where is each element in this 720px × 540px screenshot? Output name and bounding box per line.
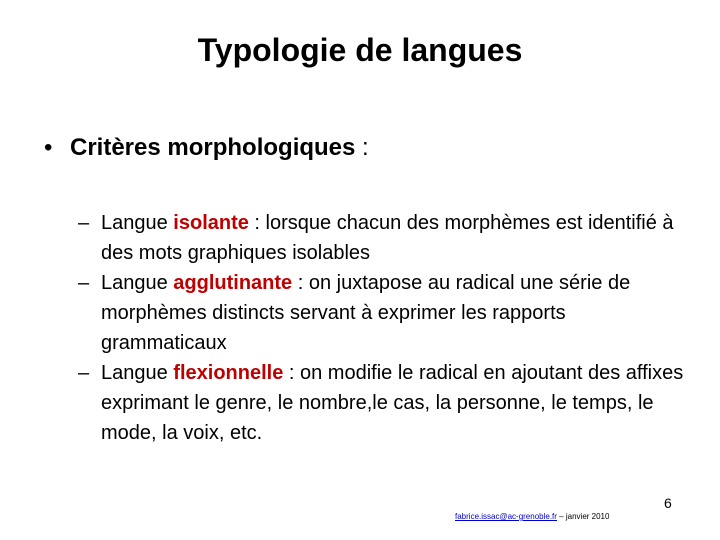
term-isolante: isolante <box>173 212 249 234</box>
footer <box>455 512 609 522</box>
main-bullet <box>44 130 684 166</box>
item-text: : on juxtapose au radical une série de morphèmes distincts servant à exprimer les rapports grammaticaux <box>101 272 631 354</box>
item-text: : on modifie le radical en ajoutant des affixes exprimant le genre, le nombre,le cas, la personne, le temps, le mode, la voix, etc. <box>101 362 684 444</box>
item-text: : lorsque chacun des morphèmes est identifié à des mots graphiques isolables <box>101 212 674 264</box>
page-number: 6 <box>664 495 672 511</box>
main-bullet-suffix: : <box>355 134 369 161</box>
bullet-symbol: • <box>44 134 53 161</box>
dash-symbol: – <box>78 362 90 384</box>
term-agglutinante: agglutinante <box>173 272 293 294</box>
item-prefix: Langue <box>101 272 174 294</box>
dash-symbol: – <box>78 272 90 294</box>
footer-email-link[interactable]: fabrice.issac@ac-grenoble.fr <box>455 512 557 521</box>
footer-separator: – <box>556 512 566 521</box>
sub-bullet-item-flexionnelle <box>78 358 688 448</box>
main-bullet-label: Critères morphologiques <box>70 134 356 161</box>
dash-symbol: – <box>78 212 90 234</box>
item-prefix: Langue <box>101 212 174 234</box>
sub-bullet-item-agglutinante <box>78 268 688 358</box>
slide-title: Typologie de langues <box>197 32 523 68</box>
sub-bullet-list <box>78 208 688 448</box>
item-prefix: Langue <box>101 362 174 384</box>
footer-date: janvier 2010 <box>565 512 610 521</box>
term-flexionnelle: flexionnelle <box>173 362 284 384</box>
sub-bullet-item-isolante <box>78 208 688 268</box>
